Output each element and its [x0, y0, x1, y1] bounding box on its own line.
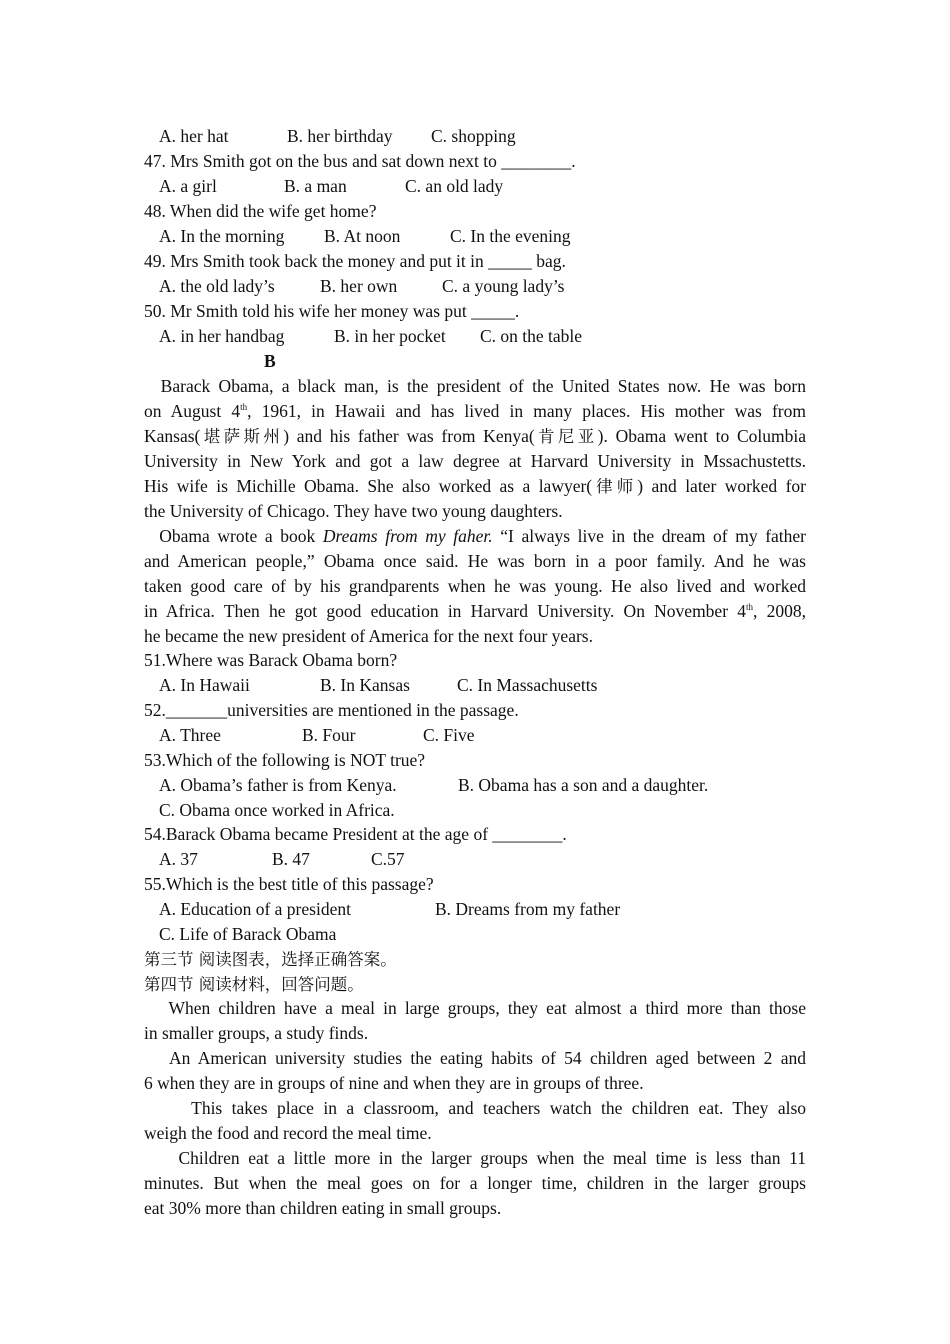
section-b-heading: B: [264, 351, 276, 371]
passage-4-line: in smaller groups, a study finds.: [144, 1023, 369, 1043]
passage-b-line: University in New York and got a law degree at Harvard University in Mssachustetts.: [144, 451, 806, 471]
q55-question: 55.Which is the best title of this passage?: [144, 874, 434, 894]
q51-question: 51.Where was Barack Obama born?: [144, 650, 398, 670]
q50-option-c: C. on the table: [480, 326, 583, 346]
q53-option-a: A. Obama’s father is from Kenya.: [159, 775, 397, 795]
q54-option-b: B. 47: [272, 849, 310, 869]
q50-option-a: A. in her handbag: [159, 326, 285, 346]
q49-question: 49. Mrs Smith took back the money and put it in _____ bag.: [144, 251, 566, 271]
passage-b-line: Kansas(堪萨斯州) and his father was from Kenya(肯尼亚). Obama went to Columbia: [144, 426, 807, 446]
q49-option-a: A. the old lady’s: [159, 276, 275, 296]
q54-option-a: A. 37: [159, 849, 198, 869]
q46-option-a: A. her hat: [159, 126, 229, 146]
passage-4-line: eat 30% more than children eating in small groups.: [144, 1198, 502, 1218]
q51-option-c: C. In Massachusetts: [457, 675, 598, 695]
q50-question: 50. Mr Smith told his wife her money was put _____.: [144, 301, 520, 321]
passage-4-line: 6 when they are in groups of nine and when they are in groups of three.: [144, 1073, 644, 1093]
q52-option-c: C. Five: [423, 725, 475, 745]
section-3-heading: 第三节 阅读图表，选择正确答案。: [144, 950, 397, 969]
q48-option-b: B. At noon: [324, 226, 401, 246]
q47-option-a: A. a girl: [159, 176, 217, 196]
passage-b-line: His wife is Michille Obama. She also worked as a lawyer(律师) and later worked for: [144, 476, 806, 496]
q52-option-b: B. Four: [302, 725, 356, 745]
passage-b-line: in Africa. Then he got good education in Harvard University. On November 4th, 2008,: [144, 601, 806, 621]
passage-b-line: the University of Chicago. They have two young daughters.: [144, 501, 563, 521]
passage-b-line: he became the new president of America for the next four years.: [144, 626, 593, 646]
passage-b-line: on August 4th, 1961, in Hawaii and has lived in many places. His mother was from: [144, 401, 806, 421]
q48-question: 48. When did the wife get home?: [144, 201, 377, 221]
q48-option-a: A. In the morning: [159, 226, 285, 246]
q55-option-b: B. Dreams from my father: [435, 899, 621, 919]
passage-4-line: minutes. But when the meal goes on for a longer time, children in the larger groups: [144, 1173, 806, 1193]
q50-option-b: B. in her pocket: [334, 326, 446, 346]
q53-option-b: B. Obama has a son and a daughter.: [458, 775, 709, 795]
passage-b-line: Obama wrote a book Dreams from my faher. “I always live in the dream of my father: [159, 526, 807, 546]
q54-option-c: C.57: [371, 849, 405, 869]
superscript-th: th: [240, 402, 248, 412]
passage-4-line: When children have a meal in large groups, they eat almost a third more than those: [168, 998, 806, 1018]
passage-b-line: Barack Obama, a black man, is the president of the United States now. He was born: [160, 376, 806, 396]
passage-b-line: taken good care of by his grandparents when he was young. He also lived and worked: [144, 576, 806, 596]
section-4-heading: 第四节 阅读材料，回答问题。: [144, 975, 364, 994]
q46-option-b: B. her birthday: [287, 126, 393, 146]
q46-option-c: C. shopping: [431, 126, 516, 146]
passage-4-line: An American university studies the eating habits of 54 children aged between 2 and: [169, 1048, 807, 1068]
q52-question: 52._______universities are mentioned in the passage.: [144, 700, 519, 720]
q54-question: 54.Barack Obama became President at the age of ________.: [144, 824, 567, 844]
passage-4-line: Children eat a little more in the larger groups when the meal time is less than 11: [178, 1148, 807, 1168]
q48-option-c: C. In the evening: [450, 226, 571, 246]
passage-4-line: This takes place in a classroom, and teachers watch the children eat. They also: [191, 1098, 807, 1118]
q51-option-a: A. In Hawaii: [159, 675, 250, 695]
passage-b-line: and American people,” Obama once said. He was born in a poor family. And he was: [144, 551, 806, 571]
q53-option-c: C. Obama once worked in Africa.: [159, 800, 395, 820]
q55-option-c: C. Life of Barack Obama: [159, 924, 337, 944]
q49-option-c: C. a young lady’s: [442, 276, 565, 296]
superscript-th: th: [746, 602, 754, 612]
q55-option-a: A. Education of a president: [159, 899, 351, 919]
q49-option-b: B. her own: [320, 276, 398, 296]
passage-4-line: weigh the food and record the meal time.: [144, 1123, 432, 1143]
q52-option-a: A. Three: [159, 725, 221, 745]
book-title: Dreams from my faher.: [322, 526, 493, 546]
q51-option-b: B. In Kansas: [320, 675, 410, 695]
q53-question: 53.Which of the following is NOT true?: [144, 750, 426, 770]
q47-option-c: C. an old lady: [405, 176, 504, 196]
q47-option-b: B. a man: [284, 176, 347, 196]
q47-question: 47. Mrs Smith got on the bus and sat down next to ________.: [144, 151, 576, 171]
